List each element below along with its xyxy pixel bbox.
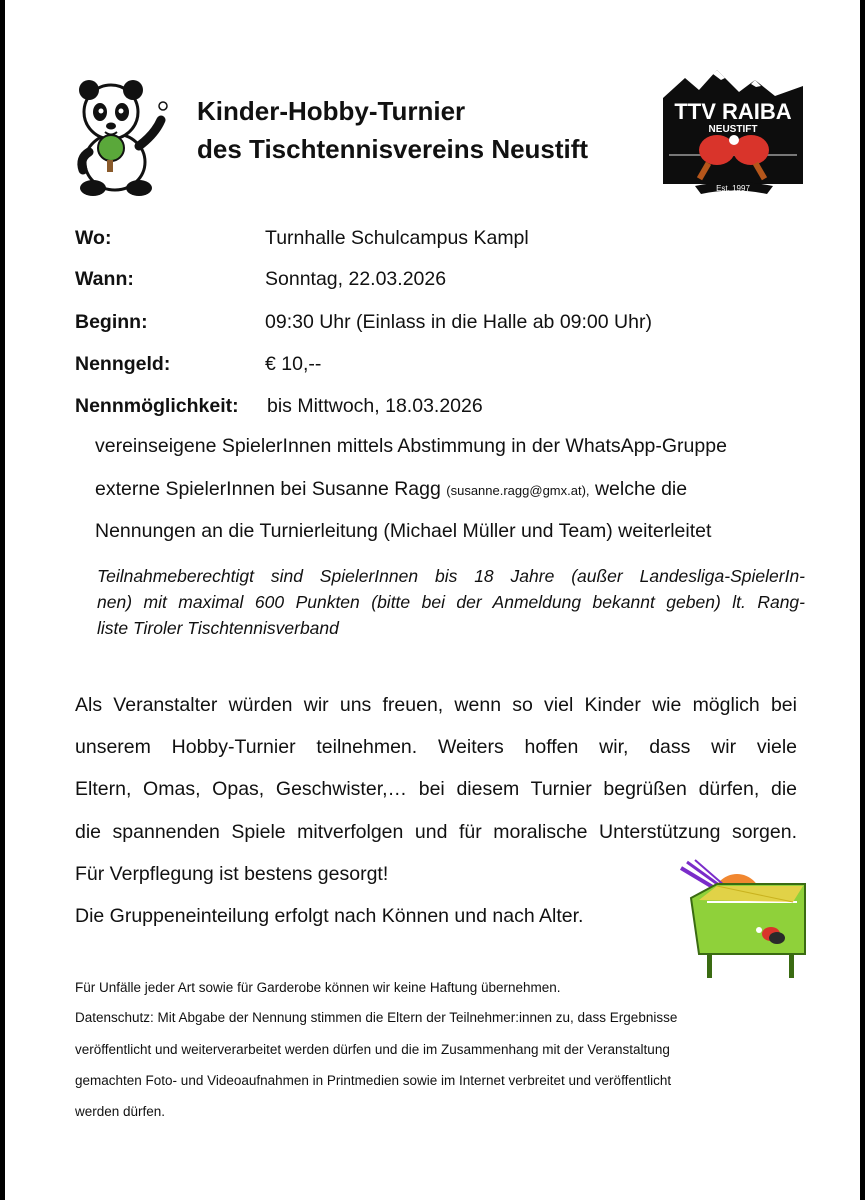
info-label: Nenngeld: <box>75 353 171 375</box>
eligibility-line: liste Tiroler Tischtennisverband <box>97 618 339 638</box>
page-title <box>197 92 667 168</box>
info-label: Wann: <box>75 268 134 290</box>
footer-line: werden dürfen. <box>75 1104 166 1119</box>
info-value: Sonntag, 22.03.2026 <box>265 268 447 290</box>
body-line: Die Gruppeneinteilung erfolgt nach Können und nach Alter. <box>75 905 584 927</box>
body-line: Für Verpflegung ist bestens gesorgt! <box>75 863 389 885</box>
panda-mascot-icon <box>71 76 175 198</box>
info-value: 09:30 Uhr (Einlass in die Halle ab 09:00 Uhr) <box>265 311 652 333</box>
registration-line-1: vereinseigene SpielerInnen mittels Abstimmung in der WhatsApp-Gruppe <box>95 435 727 457</box>
footer-line: veröffentlicht und weiterverarbeitet werden dürfen und die im Zusammenhang mit der Veranstaltung <box>75 1042 670 1057</box>
eligibility-line: nen) mit maximal 600 Punkten (bitte bei der Anmeldung bekannt geben) lt. Rang- <box>97 592 805 612</box>
info-value: Turnhalle Schulcampus Kampl <box>265 227 529 249</box>
registration-line-3: Nennungen an die Turnierleitung (Michael Müller und Team) weiterleitet <box>95 520 712 542</box>
footer-line: Für Unfälle jeder Art sowie für Garderobe können wir keine Haftung übernehmen. <box>75 980 561 995</box>
eligibility-line: Teilnahmeberechtigt sind SpielerInnen bis 18 Jahre (außer Landesliga-SpielerIn- <box>97 566 805 586</box>
info-label: Nennmöglichkeit: <box>75 395 239 417</box>
title-line-1: Kinder-Hobby-Turnier <box>197 96 466 126</box>
registration-external-text-end: welche die <box>594 478 688 500</box>
flyer-page <box>5 0 860 1200</box>
body-line: die spannenden Spiele mitverfolgen und für moralische Unterstützung sorgen. <box>75 821 797 843</box>
info-label: Wo: <box>75 227 112 249</box>
ping-pong-table-icon <box>677 858 809 982</box>
logo-est-text: Est. 1997 <box>716 184 750 193</box>
info-label: Beginn: <box>75 311 148 333</box>
info-value: bis Mittwoch, 18.03.2026 <box>267 395 483 417</box>
footer-line: Datenschutz: Mit Abgabe der Nennung stimmen die Eltern der Teilnehmer:innen zu, dass Ergebnisse <box>75 1010 678 1025</box>
body-line: unserem Hobby-Turnier teilnehmen. Weiters hoffen wir, dass wir viele <box>75 736 797 758</box>
body-line: Eltern, Omas, Opas, Geschwister,… bei diesem Turnier begrüßen dürfen, die <box>75 778 797 800</box>
body-line: Als Veranstalter würden wir uns freuen, wenn so viel Kinder wie möglich bei <box>75 694 797 716</box>
logo-sub-text: NEUSTIFT <box>708 124 758 135</box>
info-value: € 10,-- <box>265 353 322 375</box>
registration-email: (susanne.ragg@gmx.at), <box>446 483 590 498</box>
registration-line-2 <box>95 478 687 501</box>
title-line-2: des Tischtennisvereins Neustift <box>197 134 589 164</box>
footer-line: gemachten Foto- und Videoaufnahmen in Printmedien sowie im Internet verbreitet und veröffentlicht <box>75 1073 672 1088</box>
eligibility-note <box>97 563 805 641</box>
logo-name-text: TTV RAIBA <box>674 99 792 124</box>
registration-external-text: externe SpielerInnen bei Susanne Ragg <box>95 478 441 500</box>
club-logo <box>655 66 811 198</box>
